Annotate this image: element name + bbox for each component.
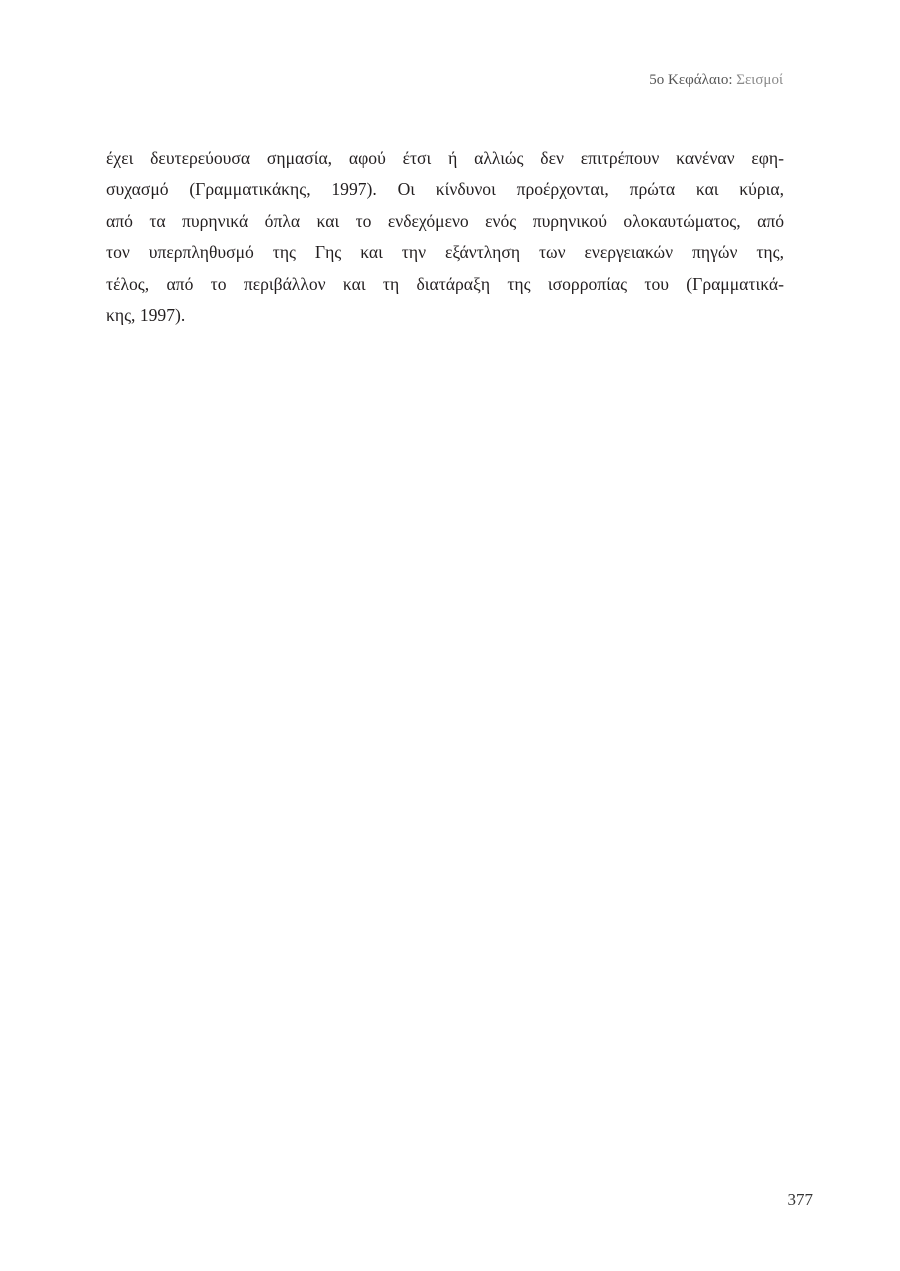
paragraph-line: από τα πυρηνικά όπλα και το ενδεχόμενο ενός πυρηνικού ολοκαυτώματος, από [106,210,784,231]
paragraph-line: έχει δευτερεύουσα σημασία, αφού έτσι ή αλλιώς δεν επιτρέπουν κανέναν εφη- [106,148,784,168]
chapter-label: 5ο Κεφάλαιο [649,72,729,88]
section-title: Σεισμοί [736,72,783,88]
running-header [649,72,783,89]
paragraph-line: τον υπερπληθυσμό της Γης και την εξάντληση των ενεργειακών πηγών της, [106,242,784,263]
paragraph-line: συχασμό (Γραμματικάκης, 1997). Οι κίνδυνοι προέρχονται, πρώτα και κύρια, [106,179,784,200]
paragraph-line: τέλος, από το περιβάλλον και τη διατάραξη της ισορροπίας του (Γραμματικά- [106,273,784,294]
paragraph-line: κης, 1997). [106,305,186,326]
header-separator: : [728,72,733,88]
body-paragraph [106,143,784,331]
page-number: 377 [787,1190,813,1209]
